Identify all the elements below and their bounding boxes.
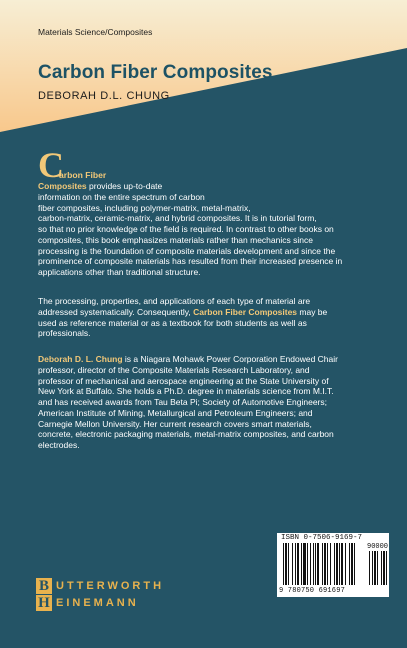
category-label: Materials Science/Composites <box>38 27 153 37</box>
barcode-bar <box>292 543 293 585</box>
barcode-bar <box>288 543 289 585</box>
price-code: 90000 <box>367 543 389 551</box>
barcode-addon-bar <box>381 551 382 585</box>
bio-line: professor of mechanical and aerospace engineering at the State University of <box>38 375 329 386</box>
barcode-bar <box>310 543 311 585</box>
barcode-bar <box>324 543 326 585</box>
description-lead-title <box>59 170 106 181</box>
barcode-bars <box>281 543 389 587</box>
bio-author-name: Deborah D. L. Chung <box>38 354 123 364</box>
description-line: composites, this book emphasizes materials rather than mechanics since <box>38 234 313 245</box>
bio-line: Deborah D. L. Chung is a Niagara Mohawk Power Corporation Endowed Chair <box>38 354 338 364</box>
usage-line: used as reference material or as a textbook for both students as well as <box>38 317 307 328</box>
bio-line: electrodes. <box>38 440 80 450</box>
barcode-addon-bar <box>369 551 370 585</box>
isbn-barcode <box>277 533 389 597</box>
barcode-bar <box>354 543 355 585</box>
description-line: carbon-matrix, ceramic-matrix, and hybrid composites. It is in tutorial form, <box>38 213 317 224</box>
barcode-bar <box>336 543 338 585</box>
book-author: DEBORAH D.L. CHUNG <box>38 90 170 102</box>
bio-line: New York at Buffalo. She holds a Ph.D. degree in materials science from M.I.T. <box>38 386 334 397</box>
barcode-addon-bar <box>386 551 387 585</box>
lead-title-line2: Composites <box>38 181 87 191</box>
publisher-logo <box>36 578 236 612</box>
bio-line: professor, director of the Composite Materials Research Laboratory, and <box>38 364 310 375</box>
barcode-bar <box>301 543 302 585</box>
barcode-bar <box>317 543 319 585</box>
barcode-addon-bar <box>377 551 378 585</box>
lead-title-line1: arbon Fiber <box>59 170 107 180</box>
usage-line: The processing, properties, and applications of each type of material are <box>38 296 311 306</box>
description-line: fiber composites, including polymer-matrix, metal-matrix, <box>38 202 251 213</box>
barcode-bar <box>303 543 306 585</box>
isbn-number: ISBN 0-7506-9169-7 <box>281 534 363 542</box>
bio-line: and has received awards from Tau Beta Pi; Society of Automotive Engineers; <box>38 397 327 407</box>
logo-letter-b: B <box>36 578 52 594</box>
description-paragraph <box>38 181 342 278</box>
barcode-bar <box>327 543 328 585</box>
barcode-addon-bar <box>383 551 385 585</box>
usage-book-title: Carbon Fiber Composites <box>193 306 298 317</box>
description-dropcap: C <box>38 145 64 185</box>
bio-line: Carnegie Mellon University. Her current research covers smart materials, <box>38 418 312 429</box>
barcode-bar <box>307 543 308 585</box>
description-line: Composites provides up-to-date <box>38 181 163 191</box>
bio-line: American Institute of Mining, Metallurgical and Petroleum Engineers; and <box>38 407 313 418</box>
barcode-bar <box>351 543 353 585</box>
description-line: prominence of composite materials has resulted from their increased presence in <box>38 256 343 267</box>
logo-word-butterworth: UTTERWORTH <box>56 580 165 592</box>
barcode-addon-bar <box>372 551 373 585</box>
logo-word-heinemann: EINEMANN <box>56 597 139 609</box>
description-line: applications other than traditional structure. <box>38 267 201 277</box>
usage-line: addressed systematically. Consequently, Carbon Fiber Composites may be <box>38 306 328 317</box>
barcode-bar <box>315 543 316 585</box>
bio-line: concrete, electronic packaging materials, metal-matrix composites, and carbon <box>38 429 334 440</box>
author-bio <box>38 354 338 451</box>
barcode-bar <box>339 543 340 585</box>
ean-number: 9 780750 691697 <box>279 587 346 595</box>
description-line: so that no prior knowledge of the field is required. In contrast to other books on <box>38 224 334 234</box>
usage-line: professionals. <box>38 328 91 339</box>
usage-paragraph <box>38 296 327 339</box>
barcode-bar <box>322 543 323 585</box>
barcode-bar <box>334 543 335 585</box>
description-line: information on the entire spectrum of carbon <box>38 191 205 202</box>
description-line: processing is the foundation of composite materials development and since the <box>38 245 336 256</box>
barcode-bar <box>285 543 287 585</box>
barcode-bar <box>345 543 346 585</box>
book-title: Carbon Fiber Composites <box>38 62 273 83</box>
barcode-bar <box>330 543 331 585</box>
barcode-bar <box>295 543 296 585</box>
barcode-bar <box>313 543 314 585</box>
logo-letter-h: H <box>36 595 52 611</box>
barcode-bar <box>341 543 343 585</box>
barcode-bar <box>283 543 284 585</box>
barcode-addon-bar <box>374 551 376 585</box>
barcode-bar <box>297 543 299 585</box>
barcode-bar <box>349 543 350 585</box>
